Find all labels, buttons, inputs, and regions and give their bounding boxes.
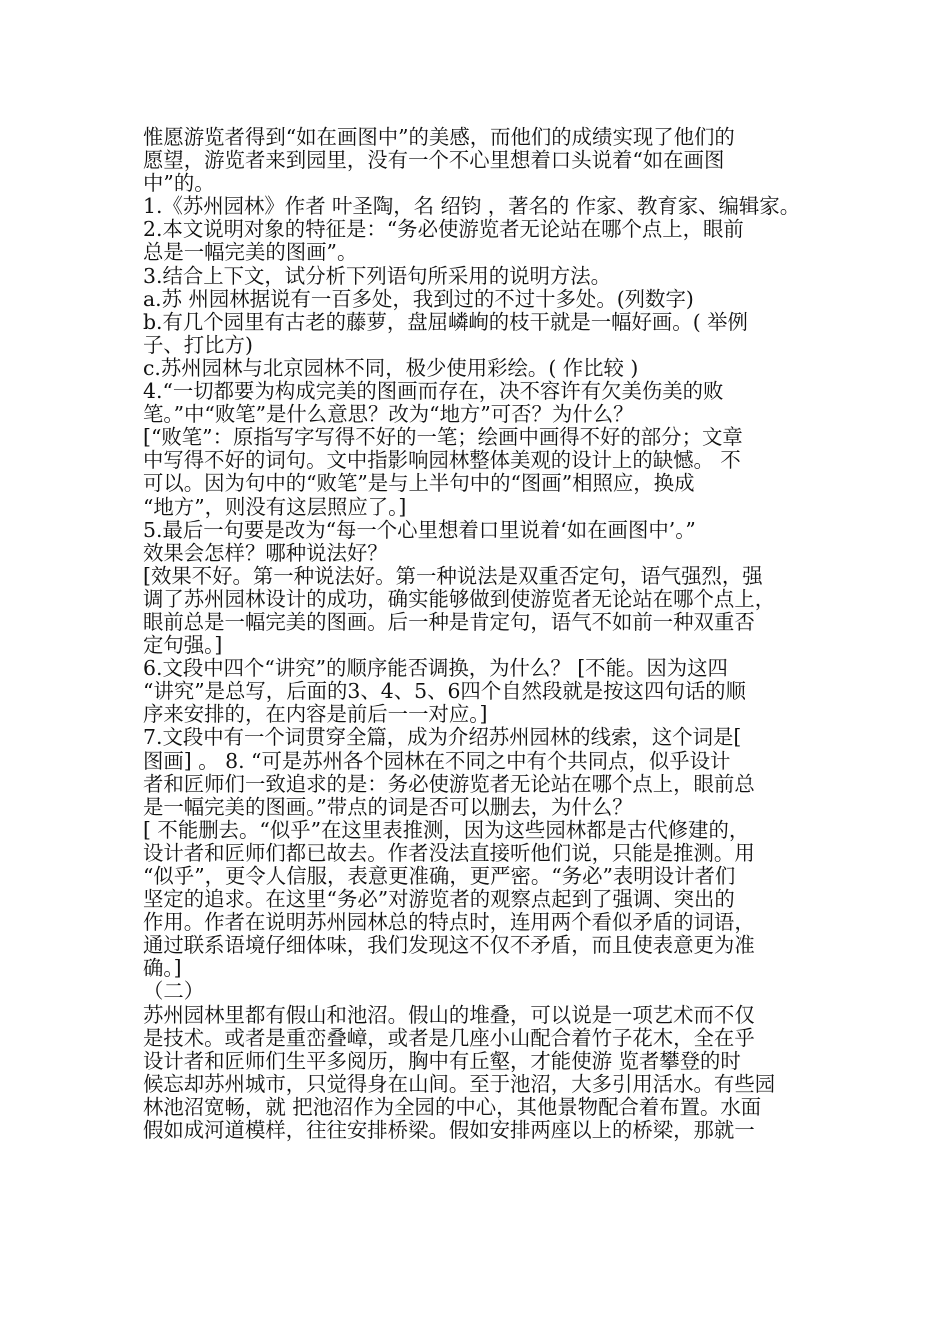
text-line: 可以。因为句中的“败笔”是与上半句中的“图画”相照应，换成 — [143, 471, 695, 496]
document-body — [143, 126, 823, 1142]
text-line: 5.最后一句要是改为“每一个心里想着口里说着‘如在画图中’。” — [143, 517, 696, 542]
text-line: 惟愿游览者得到“如在画图中”的美感，而他们的成绩实现了他们的 — [143, 125, 735, 149]
text-line: a.苏 州园林据说有一百多处，我到过的不过十多处。(列数字) — [143, 286, 694, 311]
text-line: 是技术。或者是重峦叠嶂，或者是几座小山配合着竹子花木，全在乎 — [143, 1025, 755, 1050]
text-line: 子、打比方) — [143, 332, 253, 357]
text-line: 者和匠师们一致追求的是：务必使游览者无论站在哪个点上，眼前总 — [143, 771, 755, 796]
text-line: 眼前总是一幅完美的图画。后一种是肯定句，语气不如前一种双重否 — [143, 609, 755, 634]
text-line: 序来安排的，在内容是前后一一对应。] — [143, 702, 488, 727]
text-line: 总是一幅完美的图画”。 — [143, 240, 358, 265]
text-line: b.有几个园里有古老的藤萝，盘屈嶙峋的枝干就是一幅好画。( 举例 — [143, 309, 748, 334]
text-line: c.苏州园林与北京园林不同，极少使用彩绘。( 作比较 ) — [143, 355, 639, 380]
text-line: 作用。作者在说明苏州园林总的特点时，连用两个看似矛盾的词语， — [143, 910, 755, 935]
text-line: 坚定的追求。在这里“务必”对游览者的观察点起到了强调、突出的 — [143, 887, 735, 912]
text-line: 中写得不好的词句。文中指影响园林整体美观的设计上的缺憾。 不 — [143, 448, 741, 473]
text-line: 6.文段中四个“讲究”的顺序能否调换，为什么？ [不能。因为这四 — [143, 656, 728, 681]
text-line: [ 不能删去。“似乎”在这里表推测，因为这些园林都是古代修建的， — [143, 817, 750, 842]
text-line: 7.文段中有一个词贯穿全篇，成为介绍苏州园林的线索，这个词是[ — [143, 725, 742, 750]
text-line: 1.《苏州园林》作者 叶圣陶，名 绍钧 ，著名的 作家、教育家、编辑家。 — [143, 194, 801, 219]
text-line: “地方”，则没有这层照应了。] — [143, 494, 407, 519]
text-line: [效果不好。第一种说法好。第一种说法是双重否定句，语气强烈，强 — [143, 563, 763, 588]
text-line: 设计者和匠师们生平多阅历，胸中有丘壑，才能使游 览者攀登的时 — [143, 1048, 741, 1073]
text-line: [“败笔”：原指写字写得不好的一笔；绘画中画得不好的部分；文章 — [143, 425, 743, 450]
text-line: “似乎”，更令人信服，表意更准确，更严密。“务必”表明设计者们 — [143, 864, 736, 888]
text-line: 2.本文说明对象的特征是：“务必使游览者无论站在哪个点上，眼前 — [143, 217, 744, 242]
text-line: 笔。”中“败笔”是什么意思？改为“地方”可否？为什么？ — [143, 402, 634, 427]
text-line: 设计者和匠师们都已故去。作者没法直接听他们说，只能是推测。用 — [143, 840, 755, 865]
text-line: 3.结合上下文，试分析下列语句所采用的说明方法。 — [143, 263, 612, 288]
text-line: 定句强。] — [143, 633, 223, 658]
text-line: 中”的。 — [143, 171, 215, 196]
text-line: 确。] — [143, 956, 182, 981]
text-line: 调了苏州园林设计的成功，确实能够做到使游览者无论站在哪个点上， — [143, 586, 776, 611]
text-line: 是一幅完美的图画。”带点的词是否可以删去，为什么？ — [143, 794, 633, 819]
text-line: 假如成河道模样，往往安排桥梁。假如安排两座以上的桥梁，那就一 — [143, 1118, 755, 1143]
text-line: 林池沼宽畅，就 把池沼作为全园的中心，其他景物配合着布置。水面 — [143, 1094, 762, 1119]
text-line: 效果会怎样？哪种说法好？ — [143, 540, 388, 565]
text-line: 候忘却苏州城市，只觉得身在山间。至于池沼，大多引用活水。有些园 — [143, 1071, 776, 1096]
text-line: 苏州园林里都有假山和池沼。假山的堆叠，可以说是一项艺术而不仅 — [143, 1002, 755, 1027]
text-line: 愿望，游览者来到园里，没有一个不心里想着口头说着“如在画图 — [143, 148, 725, 173]
text-line: 4.“一切都要为构成完美的图画而存在，决不容许有欠美伤美的败 — [143, 379, 724, 404]
text-line: 图画] 。 8. “可是苏州各个园林在不同之中有个共同点，似乎设计 — [143, 748, 731, 773]
text-line: 通过联系语境仔细体味，我们发现这不仅不矛盾，而且使表意更为准 — [143, 933, 755, 958]
text-line: “讲究”是总写，后面的3、4、5、6四个自然段就是按这四句话的顺 — [143, 679, 746, 704]
section-heading: （二） — [143, 979, 205, 1004]
